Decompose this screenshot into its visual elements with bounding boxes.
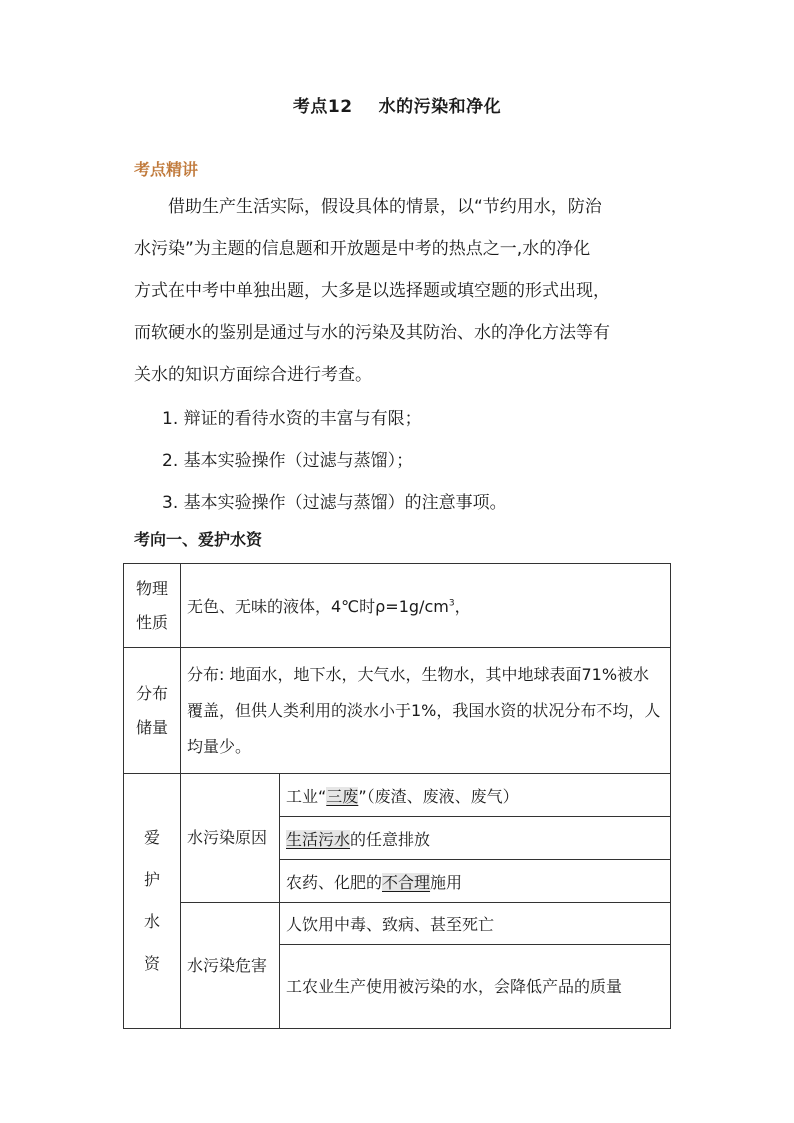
intro-paragraph	[134, 186, 664, 396]
table-row	[124, 774, 671, 817]
highlighted-term: 三废	[326, 786, 359, 806]
highlighted-term: 生活污水	[286, 829, 351, 849]
table-label-distribution: 分布储量	[124, 648, 181, 774]
table-row	[124, 564, 671, 648]
table-row	[124, 903, 671, 945]
table-label-pollution-harm: 水污染危害	[181, 903, 280, 1029]
table-cell-cause: 生活污水的任意排放	[280, 817, 671, 860]
paragraph-line: 而软硬水的鉴别是通过与水的污染及其防治、水的净化方法等有	[134, 323, 610, 343]
paragraph-line: 关水的知识方面综合进行考查。	[134, 365, 372, 385]
paragraph-line: 水污染”为主题的信息题和开放题是中考的热点之一,水的净化	[134, 239, 591, 259]
table-cell-cause: 农药、化肥的不合理施用	[280, 860, 671, 903]
water-resources-table	[123, 563, 671, 1029]
list-item: 3. 基本实验操作（过滤与蒸馏）的注意事项。	[162, 493, 507, 513]
subsection-heading: 考向一、爱护水资	[134, 530, 263, 549]
paragraph-line: 方式在中考中单独出题，大多是以选择题或填空题的形式出现，	[134, 281, 610, 301]
paragraph-line: 借助生产生活实际，假设具体的情景，以“节约用水，防治	[168, 197, 602, 217]
table-row	[124, 648, 671, 774]
list-item: 1. 辩证的看待水资的丰富与有限；	[162, 409, 422, 429]
table-cell-harm: 工农业生产使用被污染的水，会降低产品的质量	[280, 945, 671, 1029]
table-cell-cause: 工业“三废”（废渣、废液、废气）	[280, 774, 671, 817]
key-points-list	[162, 398, 507, 524]
table-cell-distribution: 分布: 地面水，地下水，大气水，生物水，其中地球表面71%被水覆盖，但供人类利用的淡水小于1%，我国水资的状况分布不均，人均量少。	[181, 648, 671, 774]
title-text: 水的污染和净化	[378, 97, 502, 117]
highlighted-term: 不合理	[382, 872, 431, 892]
page-title	[0, 92, 794, 117]
title-number: 考点12	[292, 97, 353, 117]
table-cell-harm: 人饮用中毒、致病、甚至死亡	[280, 903, 671, 945]
list-item: 2. 基本实验操作（过滤与蒸馏）；	[162, 451, 414, 471]
table-label-pollution-cause: 水污染原因	[181, 774, 280, 903]
table-cell-physical: 无色、无味的液体，4℃时$\rho=1g/cm^3$，	[181, 564, 671, 648]
table-label-physical: 物理性质	[124, 564, 181, 648]
section-heading: 考点精讲	[134, 160, 199, 179]
table-label-protect: 爱护水资	[124, 774, 181, 1029]
